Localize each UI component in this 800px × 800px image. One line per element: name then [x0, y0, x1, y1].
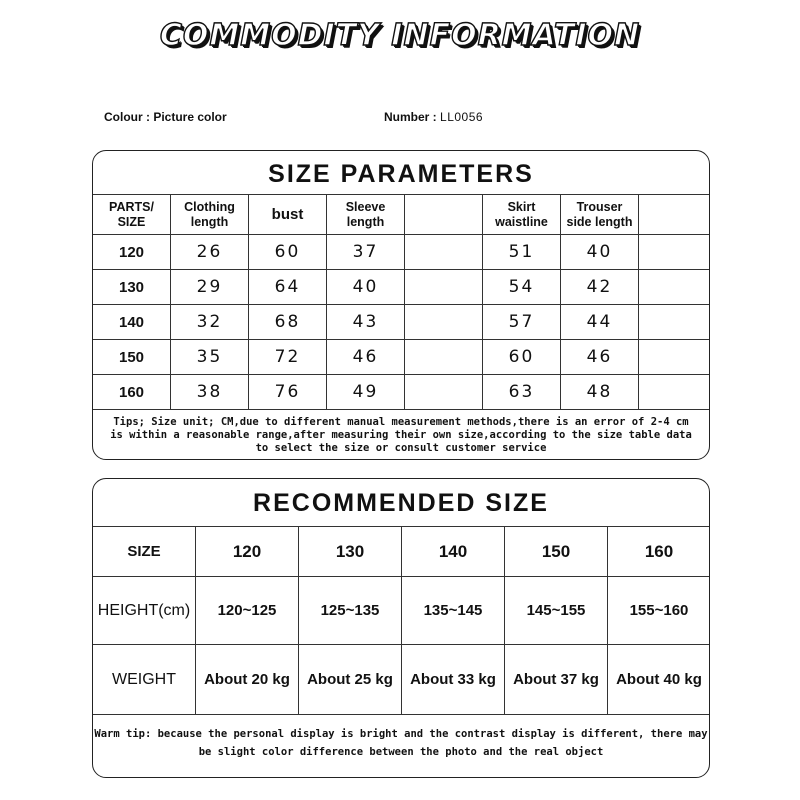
- value-cell: 32: [171, 305, 249, 340]
- warm-tip-line: be slight color difference between the photo and the real object: [198, 746, 604, 758]
- size-parameters-panel: [92, 150, 710, 460]
- value-cell: 76: [249, 375, 327, 410]
- value-cell: 43: [327, 305, 405, 340]
- header-cell: PARTS/ SIZE: [93, 195, 171, 235]
- header-cell: Trouser side length: [561, 195, 639, 235]
- value-cell: 63: [483, 375, 561, 410]
- value-cell: [405, 305, 483, 340]
- value-cell: [405, 270, 483, 305]
- height-cell: 125~135: [299, 577, 402, 645]
- value-cell: [639, 305, 711, 340]
- size-header-cell: 150: [505, 527, 608, 577]
- size-cell: 160: [93, 375, 171, 410]
- weight-row: [93, 645, 711, 715]
- tips-line: to select the size or consult customer service: [255, 442, 547, 454]
- warm-tip: [93, 715, 709, 761]
- weight-cell: About 37 kg: [505, 645, 608, 715]
- height-cell: 120~125: [196, 577, 299, 645]
- size-cell: 150: [93, 340, 171, 375]
- size-parameters-table: [92, 194, 710, 410]
- size-cell: 140: [93, 305, 171, 340]
- recommended-size-title: RECOMMENDED SIZE: [253, 489, 549, 517]
- height-row: [93, 577, 711, 645]
- tips-line: Tips; Size unit; CM,due to different manual measurement methods,there is an error of 2-4 cm: [113, 416, 689, 428]
- warm-tip-line: Warm tip: because the personal display is bright and the contrast display is different, there may: [94, 728, 708, 740]
- value-cell: 68: [249, 305, 327, 340]
- header-cell: Sleeve length: [327, 195, 405, 235]
- recommended-size-table: [92, 526, 710, 715]
- height-cell: 135~145: [402, 577, 505, 645]
- header-cell: Skirt waistline: [483, 195, 561, 235]
- value-cell: 26: [171, 235, 249, 270]
- value-cell: 49: [327, 375, 405, 410]
- recommended-size-panel: [92, 478, 710, 778]
- weight-cell: About 20 kg: [196, 645, 299, 715]
- weight-cell: About 33 kg: [402, 645, 505, 715]
- size-header-cell: 160: [608, 527, 711, 577]
- size-parameters-header-row: [93, 195, 711, 235]
- table-row: [93, 270, 711, 305]
- header-cell: [405, 195, 483, 235]
- value-cell: [639, 375, 711, 410]
- colour-value: Picture color: [153, 110, 227, 124]
- number-value: LL0056: [440, 110, 484, 124]
- height-label: HEIGHT(cm): [93, 577, 196, 645]
- height-cell: 145~155: [505, 577, 608, 645]
- height-cell: 155~160: [608, 577, 711, 645]
- number-label: Number :: [384, 110, 441, 124]
- header-cell: Clothing length: [171, 195, 249, 235]
- value-cell: 38: [171, 375, 249, 410]
- value-cell: [639, 235, 711, 270]
- size-header-cell: 130: [299, 527, 402, 577]
- size-tips: [93, 410, 709, 455]
- table-row: [93, 340, 711, 375]
- value-cell: 35: [171, 340, 249, 375]
- value-cell: 29: [171, 270, 249, 305]
- size-header-cell: 120: [196, 527, 299, 577]
- value-cell: [405, 340, 483, 375]
- value-cell: 46: [327, 340, 405, 375]
- weight-cell: About 25 kg: [299, 645, 402, 715]
- header-cell: bust: [249, 195, 327, 235]
- size-parameters-title: SIZE PARAMETERS: [268, 160, 534, 188]
- value-cell: 60: [249, 235, 327, 270]
- value-cell: 48: [561, 375, 639, 410]
- value-cell: 51: [483, 235, 561, 270]
- table-row: [93, 305, 711, 340]
- value-cell: 40: [327, 270, 405, 305]
- colour-label: Colour :: [104, 110, 154, 124]
- recommended-header-row: [93, 527, 711, 577]
- colour-info: [104, 110, 227, 124]
- value-cell: [405, 375, 483, 410]
- value-cell: [639, 270, 711, 305]
- table-row: [93, 235, 711, 270]
- table-row: [93, 375, 711, 410]
- size-header-cell: 140: [402, 527, 505, 577]
- value-cell: 60: [483, 340, 561, 375]
- value-cell: 46: [561, 340, 639, 375]
- value-cell: 72: [249, 340, 327, 375]
- value-cell: 40: [561, 235, 639, 270]
- number-info: [384, 110, 483, 124]
- header-cell: [639, 195, 711, 235]
- size-header-cell: SIZE: [93, 527, 196, 577]
- size-cell: 120: [93, 235, 171, 270]
- weight-label: WEIGHT: [93, 645, 196, 715]
- size-cell: 130: [93, 270, 171, 305]
- value-cell: 37: [327, 235, 405, 270]
- value-cell: 64: [249, 270, 327, 305]
- weight-cell: About 40 kg: [608, 645, 711, 715]
- value-cell: [405, 235, 483, 270]
- banner-title: COMMODITY INFORMATION: [159, 18, 641, 53]
- tips-line: is within a reasonable range,after measuring their own size,according to the size table data: [110, 429, 692, 441]
- value-cell: 54: [483, 270, 561, 305]
- value-cell: 42: [561, 270, 639, 305]
- value-cell: 57: [483, 305, 561, 340]
- value-cell: [639, 340, 711, 375]
- value-cell: 44: [561, 305, 639, 340]
